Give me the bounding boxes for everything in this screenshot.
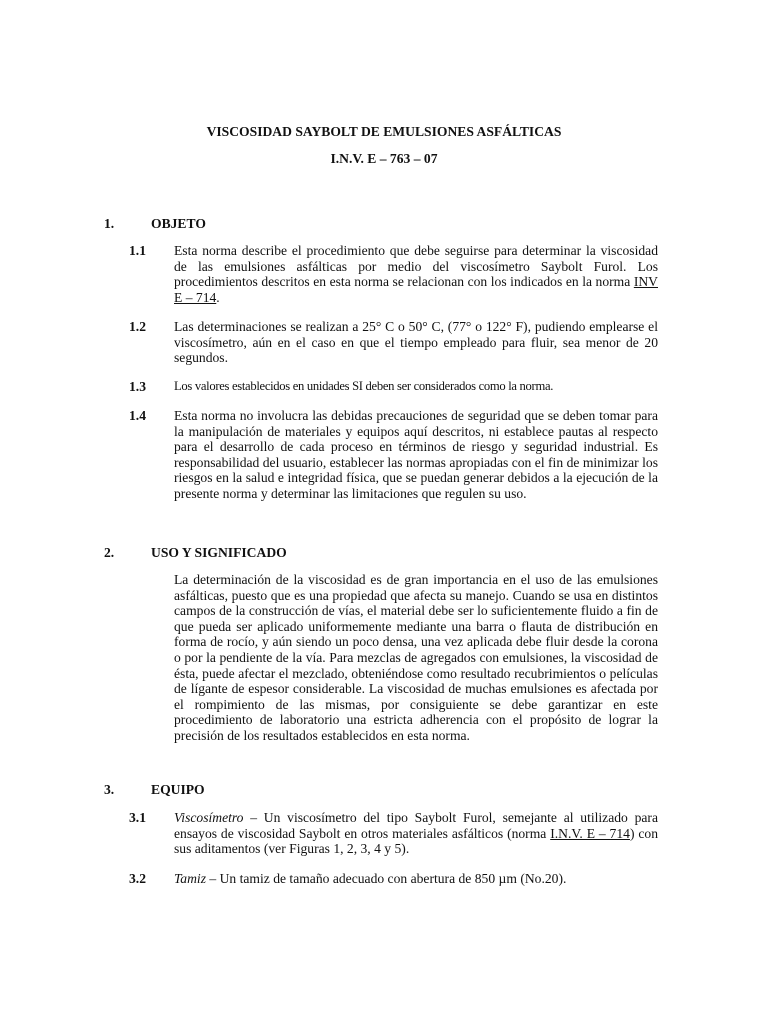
norm-reference-link[interactable]: I.N.V. E – 714: [550, 825, 630, 841]
clause-number: 3.1: [129, 810, 146, 825]
clause-term: Tamiz: [174, 871, 206, 886]
clause-text-rest: – Un tamiz de tamaño adecuado con abertura de 850 µm (No.20).: [206, 871, 567, 886]
clause-text: [174, 871, 658, 887]
clause-text: Las determinaciones se realizan a 25° C o 50° C, (77° o 122° F), pudiendo emplearse el viscosímetro, aún en el caso en que el tiempo empleado para fluir, sea menor de 20 segundos.: [174, 319, 658, 366]
document-title: VISCOSIDAD SAYBOLT DE EMULSIONES ASFÁLTICAS: [206, 124, 562, 139]
clause-number: 1.3: [129, 379, 146, 394]
clause-text: Los valores establecidos en unidades SI deben ser considerados como la norma.: [174, 379, 554, 393]
document-code-text: I.N.V. E – 763 – 07: [330, 151, 438, 166]
section-paragraph: La determinación de la viscosidad es de gran importancia en el uso de las emulsiones asfálticas, puesto que es una propiedad que afecta su manejo. Cuando se usa en distintos campos de la construcción de vías, el material debe ser lo suficientemente fluido a fin de que pueda ser aplicado uniformemente mediante una barra o flauta de distribución en forma de rocío, y aún siendo un poco densa, una vez aplicada debe fluir desde la corona o por la pendiente de la vía. Para mezclas de agregados con emulsiones, la viscosidad de ésta, puede afectar el mezclado, obteniéndose como resultado recubrimientos o películas de lígante de espesor considerable. La viscosidad de muchas emulsiones es afectada por el rompimiento de las mismas, por consiguiente se debe garantizar en este procedimiento de laboratorio una estricta adherencia con el propósito de lograr la precisión de los resultados establecidos en esta norma.: [174, 572, 658, 743]
clause-text-after: .: [216, 289, 220, 305]
norm-reference-link[interactable]: INV E – 714: [174, 274, 658, 305]
document-code: [0, 151, 768, 167]
clause-text-after: ) con sus aditamentos (ver Figuras 1, 2, 3, 4 y 5).: [174, 825, 658, 857]
clause-number: 3.2: [129, 871, 146, 886]
clause-text: [174, 243, 658, 305]
section-number: 1.: [104, 216, 115, 231]
clause-text: Esta norma no involucra las debidas precauciones de seguridad que se deben tomar para la manipulación de materiales y equipos aquí descritos, ni establece pautas al respecto para el desarrollo de cada proceso en términos de riesgo y seguridad industrial. Es responsabilidad del usuario, establecer las normas apropiadas con el fin de minimizar los riesgos en la salud e integridad física, que se puedan generar debidos a la ejecución de la presente norma y determinar las limitaciones que regulen su uso.: [174, 408, 658, 501]
clause-number: 1.4: [129, 408, 146, 423]
clause-number: 1.1: [129, 243, 146, 258]
section-number: 3.: [104, 782, 115, 797]
section-title: USO Y SIGNIFICADO: [151, 545, 287, 560]
clause-text: [174, 810, 658, 857]
clause-text-before: – Un viscosímetro del tipo Saybolt Furol, semejante al utilizado para ensayos de viscosidad Saybolt en otros materiales asfálticos (norma: [174, 810, 658, 841]
clause-term: Viscosímetro: [174, 810, 244, 825]
section-title: OBJETO: [151, 216, 206, 231]
section-title: EQUIPO: [151, 782, 205, 797]
clause-text-before: Esta norma describe el procedimiento que debe seguirse para determinar la viscosidad de las emulsiones asfálticas por medio del viscosímetro Saybolt Furol. Los procedimientos descritos en esta norma se relacionan con los indicados en la norma: [174, 243, 658, 290]
section-number: 2.: [104, 545, 115, 560]
clause-number: 1.2: [129, 319, 146, 334]
